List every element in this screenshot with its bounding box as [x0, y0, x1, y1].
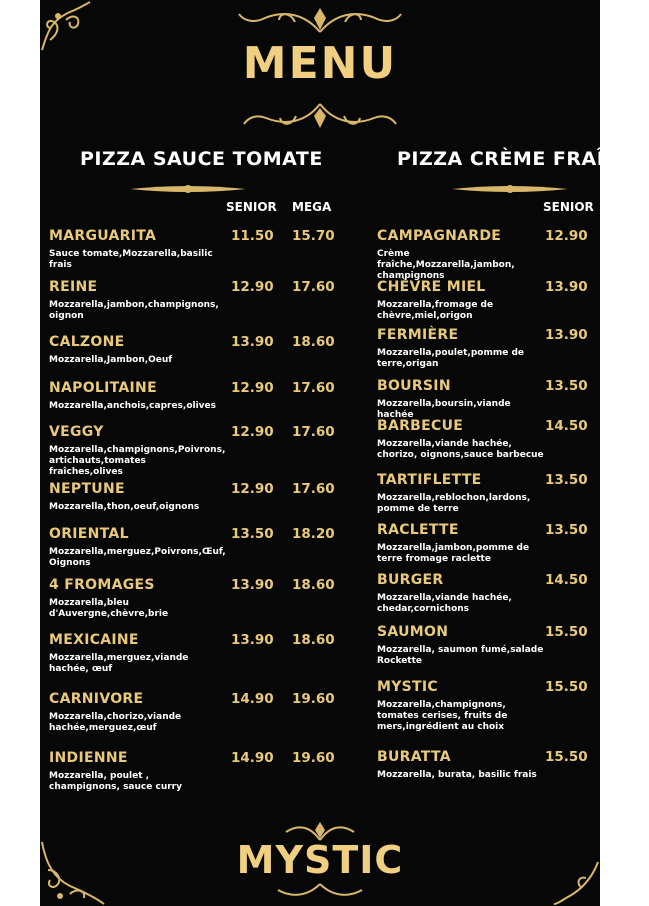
price-senior: 12.90	[231, 279, 274, 295]
item-description: Mozzarella,bleu d'Auvergne,chèvre,brie	[49, 598, 169, 619]
list-item	[377, 624, 547, 667]
price-senior: 14.90	[231, 750, 274, 766]
list-item	[377, 522, 547, 565]
list-item	[49, 424, 226, 478]
item-description: Mozzarella,merguez,viande hachée, œuf	[49, 653, 189, 674]
price-senior: 14.50	[545, 418, 588, 434]
item-description: Mozzarella,champignons, tomates cerises, fruits de mers,ingrédient au choix	[377, 700, 508, 732]
item-description: Mozzarella,merguez,Poivrons,Œuf, Oignons	[49, 547, 226, 568]
flourish-icon	[240, 96, 400, 132]
item-description: Mozzarella,reblochon,lardons, pomme de terre	[377, 493, 531, 514]
list-item	[377, 749, 547, 781]
list-item	[49, 632, 189, 675]
price-senior: 12.90	[231, 424, 274, 440]
item-name: CARNIVORE	[49, 691, 144, 707]
item-name: NAPOLITAINE	[49, 380, 157, 396]
price-senior: 12.90	[231, 380, 274, 396]
price-senior: 13.50	[545, 378, 588, 394]
brand-logo: MYSTIC	[236, 838, 404, 882]
price-senior: 13.90	[231, 632, 274, 648]
list-item	[377, 572, 547, 615]
page-title: MENU	[242, 38, 398, 89]
price-mega: 18.60	[292, 632, 335, 648]
item-name: 4 FROMAGES	[49, 577, 155, 593]
price-senior: 15.50	[545, 679, 588, 695]
price-mega: 17.60	[292, 481, 335, 497]
price-senior: 12.90	[231, 481, 274, 497]
price-mega: 17.60	[292, 279, 335, 295]
list-item	[377, 472, 547, 515]
divider-ornament-icon	[450, 182, 570, 196]
item-name: ORIENTAL	[49, 526, 129, 542]
price-mega: 17.60	[292, 380, 335, 396]
flourish-icon	[235, 4, 405, 36]
item-name: SAUMON	[377, 624, 449, 640]
price-senior: 13.50	[545, 472, 588, 488]
price-senior: 14.50	[545, 572, 588, 588]
item-name: REINE	[49, 279, 98, 295]
list-item	[49, 380, 217, 412]
list-item	[377, 679, 547, 733]
price-senior: 14.90	[231, 691, 274, 707]
price-senior: 13.90	[545, 279, 588, 295]
item-name: MYSTIC	[377, 679, 438, 695]
item-description: Crème fraîche,Mozzarella,jambon, champignons	[377, 249, 515, 281]
list-item	[49, 481, 217, 513]
price-mega: 19.60	[292, 750, 335, 766]
price-senior: 13.50	[231, 526, 274, 542]
price-senior: 15.50	[545, 624, 588, 640]
price-mega: 18.20	[292, 526, 335, 542]
item-name: FERMIÈRE	[377, 327, 459, 343]
price-senior: 15.50	[545, 749, 588, 765]
item-description: Mozzarella,poulet,pomme de terre,origan	[377, 348, 525, 369]
price-mega: 19.60	[292, 691, 335, 707]
item-description: Mozzarella,Jambon,Oeuf	[49, 355, 173, 365]
column-header-mega: MEGA	[292, 200, 332, 214]
item-name: BOURSIN	[377, 378, 451, 394]
item-name: MEXICAINE	[49, 632, 139, 648]
item-name: CALZONE	[49, 334, 125, 350]
item-name: BARBECUE	[377, 418, 464, 434]
item-name: MARGUARITA	[49, 228, 157, 244]
menu-board	[40, 0, 649, 906]
item-description: Mozzarella,viande hachée, chorizo, oignons,sauce barbecue	[377, 439, 544, 460]
list-item	[49, 334, 217, 366]
item-name: CHÈVRE MIEL	[377, 279, 486, 295]
price-senior: 12.90	[545, 228, 588, 244]
item-name: VEGGY	[49, 424, 104, 440]
price-senior: 13.90	[231, 334, 274, 350]
item-description: Mozzarella,boursin,viande hachée	[377, 399, 511, 420]
section-title-creme: PIZZA CRÈME FRAÎCHE	[397, 148, 649, 170]
column-header-senior: SENIOR	[226, 200, 277, 214]
item-name: NEPTUNE	[49, 481, 125, 497]
item-description: Mozzarella,champignons,Poivrons, artichauts,tomates fraîches,olives	[49, 445, 226, 477]
item-description: Mozzarella, poulet , champignons, sauce curry	[49, 771, 182, 792]
list-item	[377, 378, 547, 421]
price-mega: 17.60	[292, 424, 335, 440]
item-description: Mozzarella,jambon,pomme de terre fromage raclette	[377, 543, 530, 564]
list-item	[49, 228, 217, 271]
price-mega: 18.60	[292, 334, 335, 350]
item-name: TARTIFLETTE	[377, 472, 482, 488]
list-item	[377, 418, 547, 461]
price-senior: 13.90	[545, 327, 588, 343]
price-senior: 13.50	[545, 522, 588, 538]
item-description: Mozzarella, saumon fumé,salade Rockette	[377, 645, 544, 666]
list-item	[377, 279, 547, 322]
flourish-icon	[272, 880, 368, 900]
price-mega: 15.70	[292, 228, 335, 244]
item-description: Mozzarella, burata, basilic frais	[377, 770, 537, 780]
item-name: BURGER	[377, 572, 444, 588]
price-senior: 11.50	[231, 228, 274, 244]
list-item	[49, 526, 226, 569]
list-item	[49, 750, 219, 793]
item-description: Mozzarella,thon,oeuf,oignons	[49, 502, 200, 512]
item-description: Mozzarella,jambon,champignons, oignon	[49, 300, 219, 321]
item-name: INDIENNE	[49, 750, 128, 766]
item-name: CAMPAGNARDE	[377, 228, 502, 244]
item-description: Mozzarella,fromage de chèvre,miel,origon	[377, 300, 494, 321]
list-item	[49, 691, 189, 734]
price-senior: 13.90	[231, 577, 274, 593]
item-description: Mozzarella,anchois,capres,olives	[49, 401, 217, 411]
list-item	[49, 279, 217, 322]
section-title-tomate: PIZZA SAUCE TOMATE	[80, 148, 323, 170]
column-header-senior-creme: SENIOR	[543, 200, 594, 214]
price-mega: 18.60	[292, 577, 335, 593]
list-item	[377, 327, 547, 370]
item-name: BURATTA	[377, 749, 451, 765]
divider-ornament-icon	[128, 182, 248, 196]
item-name: RACLETTE	[377, 522, 459, 538]
item-description: Mozzarella,viande hachée, chedar,cornichons	[377, 593, 512, 614]
list-item	[377, 228, 547, 282]
list-item	[49, 577, 169, 620]
item-description: Sauce tomate,Mozzarella,basilic frais	[49, 249, 213, 270]
item-description: Mozzarella,chorizo,viande hachée,merguez,œuf	[49, 712, 182, 733]
